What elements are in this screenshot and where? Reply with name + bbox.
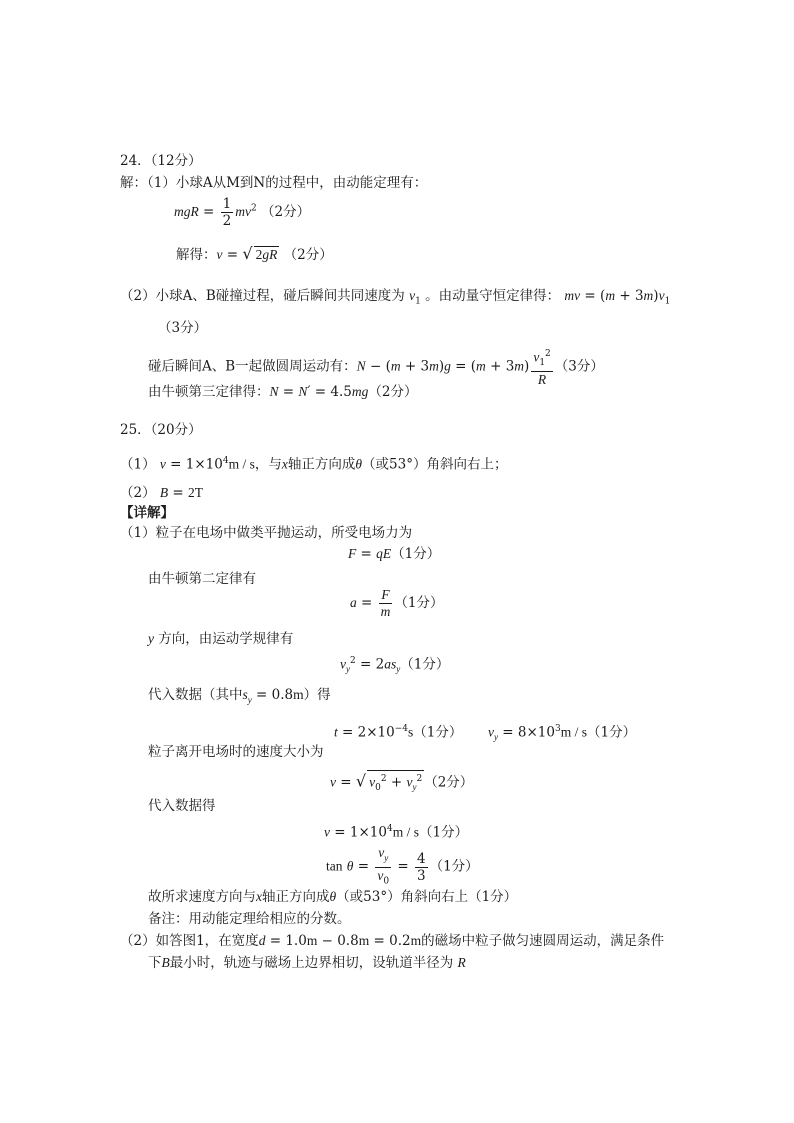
- q24-part1-intro: 解：（1）小球A从M到N的过程中，由动能定理有：: [120, 175, 428, 191]
- q24-energy-equation: mgR = $\frac{1}{2}$ $mv^2$ （2分）: [174, 196, 311, 229]
- force-equation: F = qE（1分）: [348, 546, 441, 562]
- q24-part2-intro: （2）小球A、B碰撞过程，碰后瞬间共同速度为 $v_1$ 。由动量守恒定律得： mv = $(m + 3m)v_1$: [120, 288, 671, 307]
- q25-header: 25．（20分）: [120, 422, 202, 438]
- y-direction-label: y 方向，由运动学规律有: [148, 631, 294, 647]
- q24-newton-line: 由牛顿第三定律得：N = N′ = 4.5mg（2分）: [148, 384, 418, 400]
- q25-answer-2: （2） B = 2T: [120, 485, 204, 501]
- speed-equation: v = √ $v_0^2 + v_y^2$ （2分）: [330, 770, 473, 796]
- vy-value-equation: $v_y = 8\times 10^3m / s(1$分）: [488, 724, 637, 743]
- time-equation: $t = 2\times 10^{-4}s(1$分）: [334, 724, 463, 741]
- q25-answer-1: （1） $v = 1\times 10^4m / s$，与x轴正方向成θ（或53°）角斜向右上；: [120, 456, 508, 473]
- speed-label: 粒子离开电场时的速度大小为: [148, 744, 324, 760]
- direction-conclusion: 故所求速度方向与x轴正方向成θ（或53°）角斜向右上（1分）: [148, 889, 518, 905]
- q24-result-line: 解得：v = √ 2gR （2分）: [176, 244, 333, 263]
- q24-part2-score: （3分）: [158, 320, 208, 336]
- substitute-data-2: 代入数据得: [148, 798, 216, 814]
- tan-theta-equation: tan θ = $\frac{v_y}{v_0}$ = $\frac{4}{3}$ （1分）: [326, 845, 479, 887]
- detail-header: 【详解】: [120, 505, 174, 521]
- q24-header: 24．（12分）: [120, 153, 202, 169]
- q25-detail-1-intro: （1）粒子在电场中做类平抛运动，所受电场力为: [120, 525, 413, 541]
- vy-squared-equation: $v_y^2 = 2as_y(1$分）: [340, 656, 450, 675]
- note-line: 备注：用动能定理给相应的分数。: [148, 911, 351, 927]
- q25-part2-line2: 下B最小时，轨迹与磁场上边界相切，设轨道半径为 R: [148, 955, 466, 971]
- substitute-data-line: 代入数据（其中$s_y = 0.8m$）得: [148, 687, 331, 705]
- acceleration-equation: a = $\frac{F}{m}$ （1分）: [350, 587, 444, 619]
- q24-circle-line: 碰后瞬间A、B一起做圆周运动有：N − (m + 3m)g = (m + 3m) $\frac{v_1^2}{R}$ （3分）: [148, 346, 604, 388]
- newton-second-law-label: 由牛顿第二定律有: [148, 571, 256, 587]
- velocity-result: $v = 1\times 10^4m / s(1$分）: [324, 824, 469, 841]
- q25-part2-line1: （2）如答图1，在宽度d = 1.0m − 0.8m = 0.2m的磁场中粒子做匀速圆周运动，满足条件: [120, 933, 665, 949]
